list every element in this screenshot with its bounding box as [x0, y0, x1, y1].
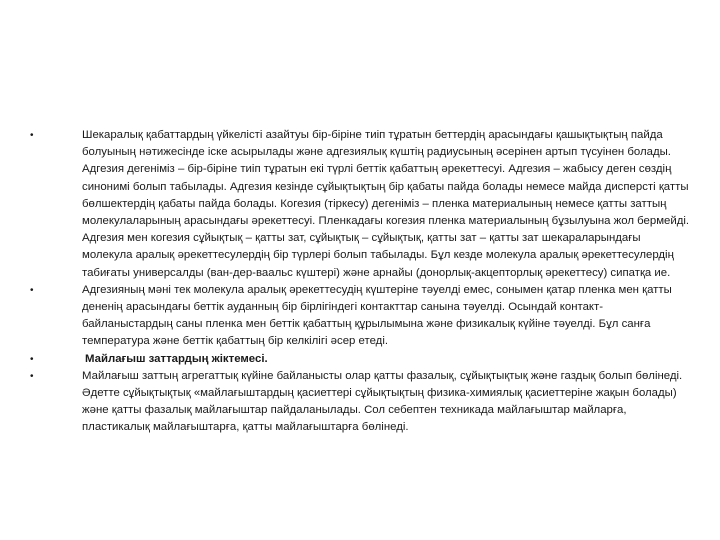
bullet-marker: • [30, 284, 34, 296]
bullet-marker: • [30, 130, 34, 141]
bullet-item-adhesion-value [30, 282, 690, 351]
bullet-text: Шекаралық қабаттардың үйкелісті азайтуы бір-біріне тиіп тұратын беттердің арасындағы қашықтықтың пайда болуының нәтижесінде іске асырылады және адгезиялық күштің радиусының әсерінен артып түсуінен болады. Адгезия дегеніміз – бір-біріне тиіп тұратын екі түрлі беттік қабаттың әрекеттесуі. Адгезия – жабысу деген сөздің синонимі болып табылады. Адгезия кезінде сұйықтықтың бір қабаты пайда болады немесе майда дисперсті қатты бөлшектердің қабаты пайда болады. Когезия (тіркесу) дегеніміз – пленка материалының немесе қатты заттың молекулаларының арасындағы әрекеттесуі. Пленкадағы когезия пленка материалының бұзылуына жол бермейді. Адгезия мен когезия сұйықтық – қатты зат, сұйықтық – сұйықтық, қатты зат – қатты зат шекараларындағы молекула аралық әрекеттесулердің бір түрлері болып табылады. Бұл кезде молекула аралық әрекеттесулердің табиғаты универсалды (ван-дер-ваальс күштері) және арнайы (донорлық-акцепторлық әрекеттесу) сипатқа ие. [82, 129, 690, 279]
bullet-item-adhesion [30, 127, 690, 282]
bullet-list [30, 127, 690, 437]
section-heading: Майлағыш заттардың жіктемесі. [85, 352, 268, 365]
bullet-marker: • [30, 370, 34, 382]
bullet-text: Майлағыш заттың агрегаттық күйіне байланысты олар қатты фазалық, сұйықтықтық және газдық болып бөлінеді. Әдетте сұйықтықтық «майлағыштардың қасиеттері сұйықтықтың физика-химиялық қасиеттеріне жақын болады) және қатты фазалық майлағыштар пайдаланылады. Сол себептен техникада майлағыштар майларға, пластикалық майлағыштарға, қатты майлағыштарға бөлінеді. [82, 369, 683, 434]
bullet-marker: • [30, 353, 34, 365]
bullet-item-lubricant-types [30, 368, 690, 437]
bullet-item-classification-heading [30, 351, 690, 368]
bullet-text: Адгезияның мәні тек молекула аралық әрекеттесудің күштеріне тәуелді емес, сонымен қатар пленка мен қатты дененің арасындағы беттік ауданның бір бірлігіндегі контакттар санына тәуелді. Осындай контакт-байланыстардың саны пленка мен беттік қабаттың құрылымына және физикалық күйіне тәуелді. Бұл санға температура және беттік қабаттың бір келкілігі әсер етеді. [82, 283, 672, 348]
